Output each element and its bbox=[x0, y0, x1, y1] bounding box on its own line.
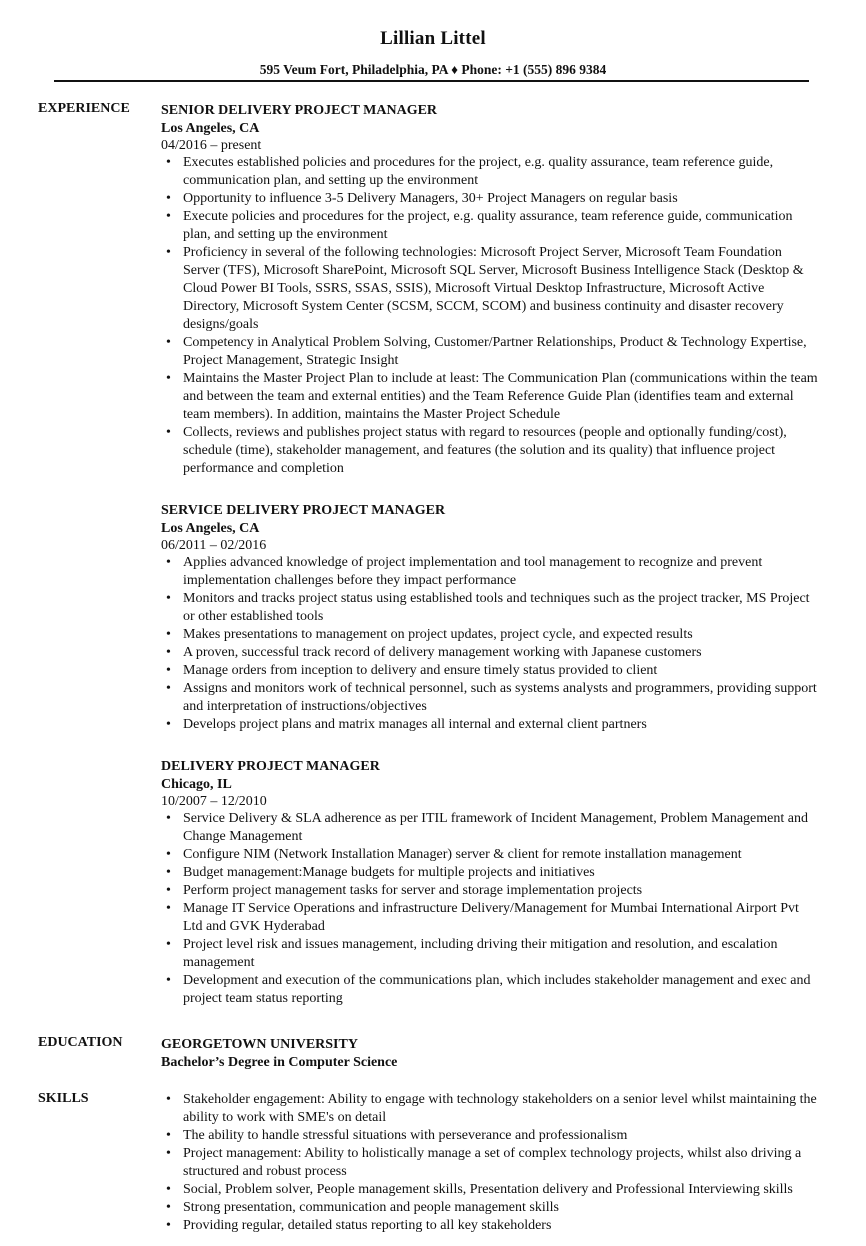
job-entry bbox=[161, 758, 821, 1008]
list-item: • Proficiency in several of the following technologies: Microsoft Project Server, Microsoft Team Foundation Server (TFS), Microsoft SharePoint, Microsoft SQL Server, Microsoft Business Intelligence Stack (Desktop & Cloud Power BI Tools, SSRS, SSAS, SSIS), Microsoft Virtual Desktop Infrastructure, Microsoft Active Directory, Microsoft System Center (SCSM, SCCM, SCOM) and business continuity and disaster recovery designs/goals bbox=[161, 244, 821, 334]
list-item: • Stakeholder engagement: Ability to engage with technology stakeholders on a senior level whilst maintaining the ability to work with SME's on detail bbox=[161, 1091, 821, 1127]
list-item: • Perform project management tasks for server and storage implementation projects bbox=[161, 882, 821, 900]
list-item: • Providing regular, detailed status reporting to all key stakeholders bbox=[161, 1217, 821, 1235]
school-name: GEORGETOWN UNIVERSITY bbox=[161, 1037, 358, 1052]
experience-heading: EXPERIENCE bbox=[38, 101, 130, 116]
list-item: • Opportunity to influence 3-5 Delivery Managers, 30+ Project Managers on regular basis bbox=[161, 190, 821, 208]
skills-list-block bbox=[161, 1091, 821, 1235]
job-location: Los Angeles, CA bbox=[161, 121, 260, 136]
list-item: • Manage IT Service Operations and infrastructure Delivery/Management for Mumbai International Airport Pvt Ltd and GVK Hyderabad bbox=[161, 900, 821, 936]
job-title: SENIOR DELIVERY PROJECT MANAGER bbox=[161, 103, 438, 118]
job-location: Chicago, IL bbox=[161, 777, 232, 792]
list-item: • Manage orders from inception to delivery and ensure timely status provided to client bbox=[161, 662, 821, 680]
header-divider bbox=[54, 80, 809, 82]
list-item: • Makes presentations to management on project updates, project cycle, and expected results bbox=[161, 626, 821, 644]
list-item: • A proven, successful track record of delivery management working with Japanese customers bbox=[161, 644, 821, 662]
list-item: • Development and execution of the communications plan, which includes stakeholder management and exec and project team status reporting bbox=[161, 972, 821, 1008]
list-item: • Executes established policies and procedures for the project, e.g. quality assurance, team reference guide, communication plan, and setting up the environment bbox=[161, 154, 821, 190]
list-item: • Project management: Ability to holistically manage a set of complex technology projects, whilst also driving a structured and robust process bbox=[161, 1145, 821, 1181]
skills-heading: SKILLS bbox=[38, 1091, 89, 1106]
list-item: • Competency in Analytical Problem Solving, Customer/Partner Relationships, Product & Technology Expertise, Project Management, Strategic Insight bbox=[161, 334, 821, 370]
contact-line: 595 Veum Fort, Philadelphia, PA ♦ Phone: +1 (555) 896 9384 bbox=[259, 62, 607, 77]
list-item: • Budget management:Manage budgets for multiple projects and initiatives bbox=[161, 864, 821, 882]
education-heading: EDUCATION bbox=[38, 1035, 123, 1050]
list-item: • Assigns and monitors work of technical personnel, such as systems analysts and programmers, providing support and interpretation of instructions/objectives bbox=[161, 680, 821, 716]
job-title: SERVICE DELIVERY PROJECT MANAGER bbox=[161, 503, 446, 518]
job-duties bbox=[161, 554, 821, 734]
job-duties bbox=[161, 810, 821, 1008]
list-item: • Service Delivery & SLA adherence as per ITIL framework of Incident Management, Problem Management and Change Management bbox=[161, 810, 821, 846]
degree: Bachelor’s Degree in Computer Science bbox=[161, 1055, 398, 1070]
job-dates: 04/2016 – present bbox=[161, 138, 262, 153]
list-item: • Monitors and tracks project status using established tools and techniques such as the project tracker, MS Project or other established tools bbox=[161, 590, 821, 626]
job-duties bbox=[161, 154, 821, 478]
list-item: • Project level risk and issues management, including driving their mitigation and resolution, and escalation management bbox=[161, 936, 821, 972]
skills-list bbox=[161, 1091, 821, 1235]
education-entry bbox=[161, 1036, 821, 1072]
list-item: • Collects, reviews and publishes project status with regard to resources (people and optionally funding/cost), schedule (time), stakeholder management, and features (the solution and its quality) that influence project performance and completion bbox=[161, 424, 821, 478]
list-item: • Maintains the Master Project Plan to include at least: The Communication Plan (communications within the team and between the team and external entities) and the Team Reference Guide Plan (identifies team and external team members). In addition, maintains the Master Project Schedule bbox=[161, 370, 821, 424]
list-item: • Execute policies and procedures for the project, e.g. quality assurance, team reference guide, communication plan, and setting up the environment bbox=[161, 208, 821, 244]
list-item: • The ability to handle stressful situations with perseverance and professionalism bbox=[161, 1127, 821, 1145]
list-item: • Social, Problem solver, People management skills, Presentation delivery and Professional Interviewing skills bbox=[161, 1181, 821, 1199]
job-entry bbox=[161, 502, 821, 734]
list-item: • Applies advanced knowledge of project implementation and tool management to recognize and prevent implementation challenges before they impact performance bbox=[161, 554, 821, 590]
job-dates: 10/2007 – 12/2010 bbox=[161, 794, 267, 809]
job-location: Los Angeles, CA bbox=[161, 521, 260, 536]
candidate-name: Lillian Littel bbox=[380, 28, 486, 49]
list-item: • Strong presentation, communication and people management skills bbox=[161, 1199, 821, 1217]
list-item: • Configure NIM (Network Installation Manager) server & client for remote installation management bbox=[161, 846, 821, 864]
list-item: • Develops project plans and matrix manages all internal and external client partners bbox=[161, 716, 821, 734]
job-entry bbox=[161, 102, 821, 478]
job-dates: 06/2011 – 02/2016 bbox=[161, 538, 267, 553]
job-title: DELIVERY PROJECT MANAGER bbox=[161, 759, 380, 774]
